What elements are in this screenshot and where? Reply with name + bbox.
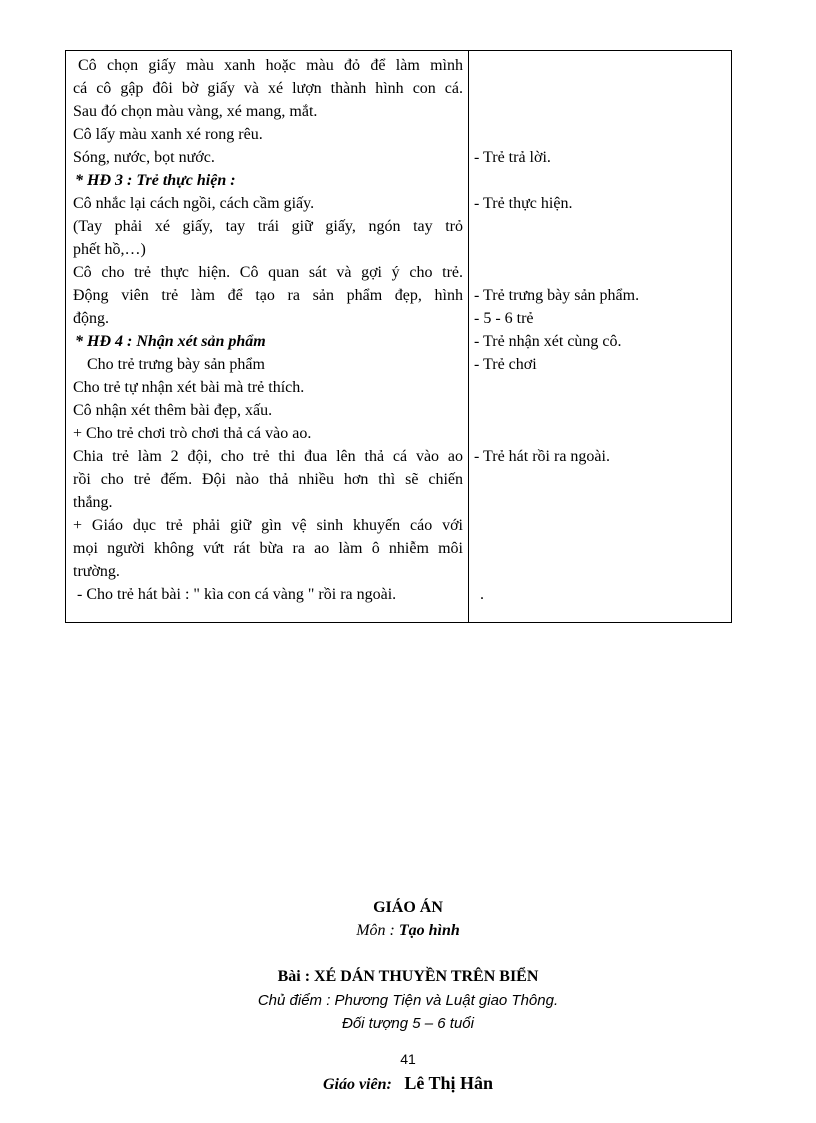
teacher-name: Lê Thị Hân: [404, 1073, 494, 1093]
column-divider: [468, 51, 469, 622]
left-line-21: + Giáo dục trẻ phải giữ gìn vệ sinh khuyến cáo với: [73, 517, 463, 534]
left-line-20: thắng.: [73, 494, 113, 511]
right-line-7: - Trẻ hát rồi ra ngoài.: [474, 448, 610, 465]
lesson-table: [65, 50, 732, 623]
subject-line: [0, 922, 816, 940]
left-line-12: động.: [73, 310, 109, 327]
lesson-line: [0, 968, 816, 986]
left-line-7: Cô nhắc lại cách ngồi, cách cầm giấy.: [73, 195, 315, 212]
activity-heading-hd3: * HĐ 3 : Trẻ thực hiện :: [75, 172, 236, 189]
left-line-10: Cô cho trẻ thực hiện. Cô quan sát và gợi ý cho trẻ.: [73, 264, 463, 281]
audience-line: Đối tượng 5 – 6 tuổi: [342, 1015, 474, 1032]
left-line-1: Cô chọn giấy màu xanh hoặc màu đỏ để làm mình: [78, 57, 463, 74]
left-line-16: Cô nhận xét thêm bài đẹp, xấu.: [73, 402, 273, 419]
left-line-2: cá cô gập đôi bờ giấy và xé lượn thành hình con cá.: [73, 80, 463, 97]
right-line-2: - Trẻ thực hiện.: [474, 195, 573, 212]
subject-prefix: Môn :: [356, 922, 399, 939]
right-line-3: - Trẻ trưng bày sản phẩm.: [474, 287, 640, 304]
left-line-17: + Cho trẻ chơi trò chơi thả cá vào ao.: [73, 425, 312, 442]
right-line-6: - Trẻ chơi: [474, 356, 537, 373]
right-line-8: .: [480, 586, 484, 603]
left-line-22: mọi người không vứt rát bừa ra ao làm ô nhiễm môi: [73, 540, 463, 557]
teacher-line: [0, 1073, 816, 1094]
activity-heading-hd4: * HĐ 4 : Nhận xét sản phẩm: [75, 333, 266, 350]
left-line-8: (Tay phải xé giấy, tay trái giữ giấy, ngón tay trỏ: [73, 218, 463, 235]
left-line-15: Cho trẻ tự nhận xét bài mà trẻ thích.: [73, 379, 305, 396]
right-line-1: - Trẻ trả lời.: [474, 149, 551, 166]
left-line-5: Sóng, nước, bọt nước.: [73, 149, 215, 166]
left-line-11: Động viên trẻ làm để tạo ra sản phẩm đẹp, hình: [73, 287, 463, 304]
left-line-3: Sau đó chọn màu vàng, xé mang, mắt.: [73, 103, 318, 120]
left-line-14: Cho trẻ trưng bày sản phẩm: [87, 356, 265, 373]
lesson-prefix: Bài :: [277, 968, 315, 985]
left-line-4: Cô lấy màu xanh xé rong rêu.: [73, 126, 263, 143]
teacher-label: Giáo viên:: [322, 1076, 392, 1093]
theme-line: Chủ điểm : Phương Tiện và Luật giao Thông.: [257, 992, 559, 1009]
heading-giao-an: GIÁO ÁN: [373, 899, 443, 916]
page-number: 41: [400, 1051, 416, 1067]
left-line-18: Chia trẻ làm 2 đội, cho trẻ thi đua lên thả cá vào ao: [73, 448, 463, 465]
left-line-19: rồi cho trẻ đếm. Đội nào thả nhiều hơn thì sẽ chiến: [73, 471, 463, 488]
subject-value: Tạo hình: [398, 922, 460, 939]
right-line-4: - 5 - 6 trẻ: [474, 310, 534, 327]
right-line-5: - Trẻ nhận xét cùng cô.: [474, 333, 622, 350]
left-line-24: - Cho trẻ hát bài : " kìa con cá vàng " rồi ra ngoài.: [77, 586, 397, 603]
left-line-9: phết hồ,…): [73, 241, 146, 258]
lesson-title: XÉ DÁN THUYỀN TRÊN BIỂN: [314, 968, 539, 985]
left-line-23: trường.: [73, 563, 120, 580]
